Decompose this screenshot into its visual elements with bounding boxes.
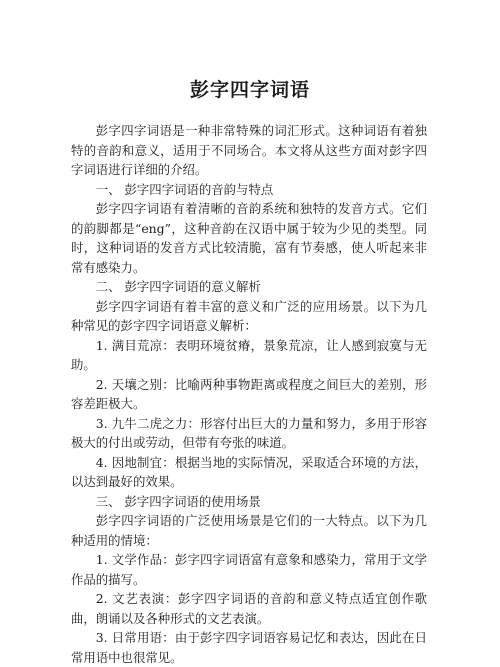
document-title: 彭字四字词语: [189, 79, 310, 101]
document-body: [71, 121, 427, 667]
paragraph: 彭字四字词语有着清晰的音韵系统和独特的发音方式。它们的韵脚都是“eng”，这种音韵在汉语中属于较为少见的类型。同时，这种词语的发音方式比较清脆，富有节奏感，使人听起来非常有感染力。: [71, 201, 427, 275]
list-item: 4. 因地制宜：根据当地的实际情况，采取适合环境的方法，以达到最好的效果。: [71, 454, 427, 489]
list-item: 1. 满目荒凉：表明环境贫瘠，景象荒凉，让人感到寂寞与无助。: [71, 337, 427, 372]
list-item: 3. 日常用语：由于彭字四字词语容易记忆和表达，因此在日常用语中也很常见。: [71, 630, 427, 665]
list-item: 3. 九牛二虎之力：形容付出巨大的力量和努力，多用于形容极大的付出或劳动，但带有夸张的味道。: [71, 415, 427, 450]
list-item: 1. 文学作品：彭字四字词语富有意象和感染力，常用于文学作品的描写。: [71, 552, 427, 587]
intro-paragraph: 彭字四字词语是一种非常特殊的词汇形式。这种词语有着独特的音韵和意义，适用于不同场合。本文将从这些方面对彭字四字词语进行详细的介绍。: [71, 123, 427, 177]
list-item: 2. 天壤之别：比喻两种事物距离或程度之间巨大的差别，形容差距极大。: [71, 376, 427, 411]
section-heading-3: 三、 彭字四字词语的使用场景: [95, 493, 261, 509]
paragraph: 彭字四字词语的广泛使用场景是它们的一大特点。以下为几种适用的情境：: [71, 513, 427, 548]
paragraph: 彭字四字词语有着丰富的意义和广泛的应用场景。以下为几种常见的彭字四字词语意义解析：: [71, 298, 427, 333]
list-item: 2. 文艺表演：彭字四字词语的音韵和意义特点适宜创作歌曲，朗诵以及各种形式的文艺表演。: [71, 591, 427, 626]
section-heading-2: 二、 彭字四字词语的意义解析: [95, 279, 261, 294]
section-heading-1: 一、 彭字四字词语的音韵与特点: [95, 181, 274, 197]
